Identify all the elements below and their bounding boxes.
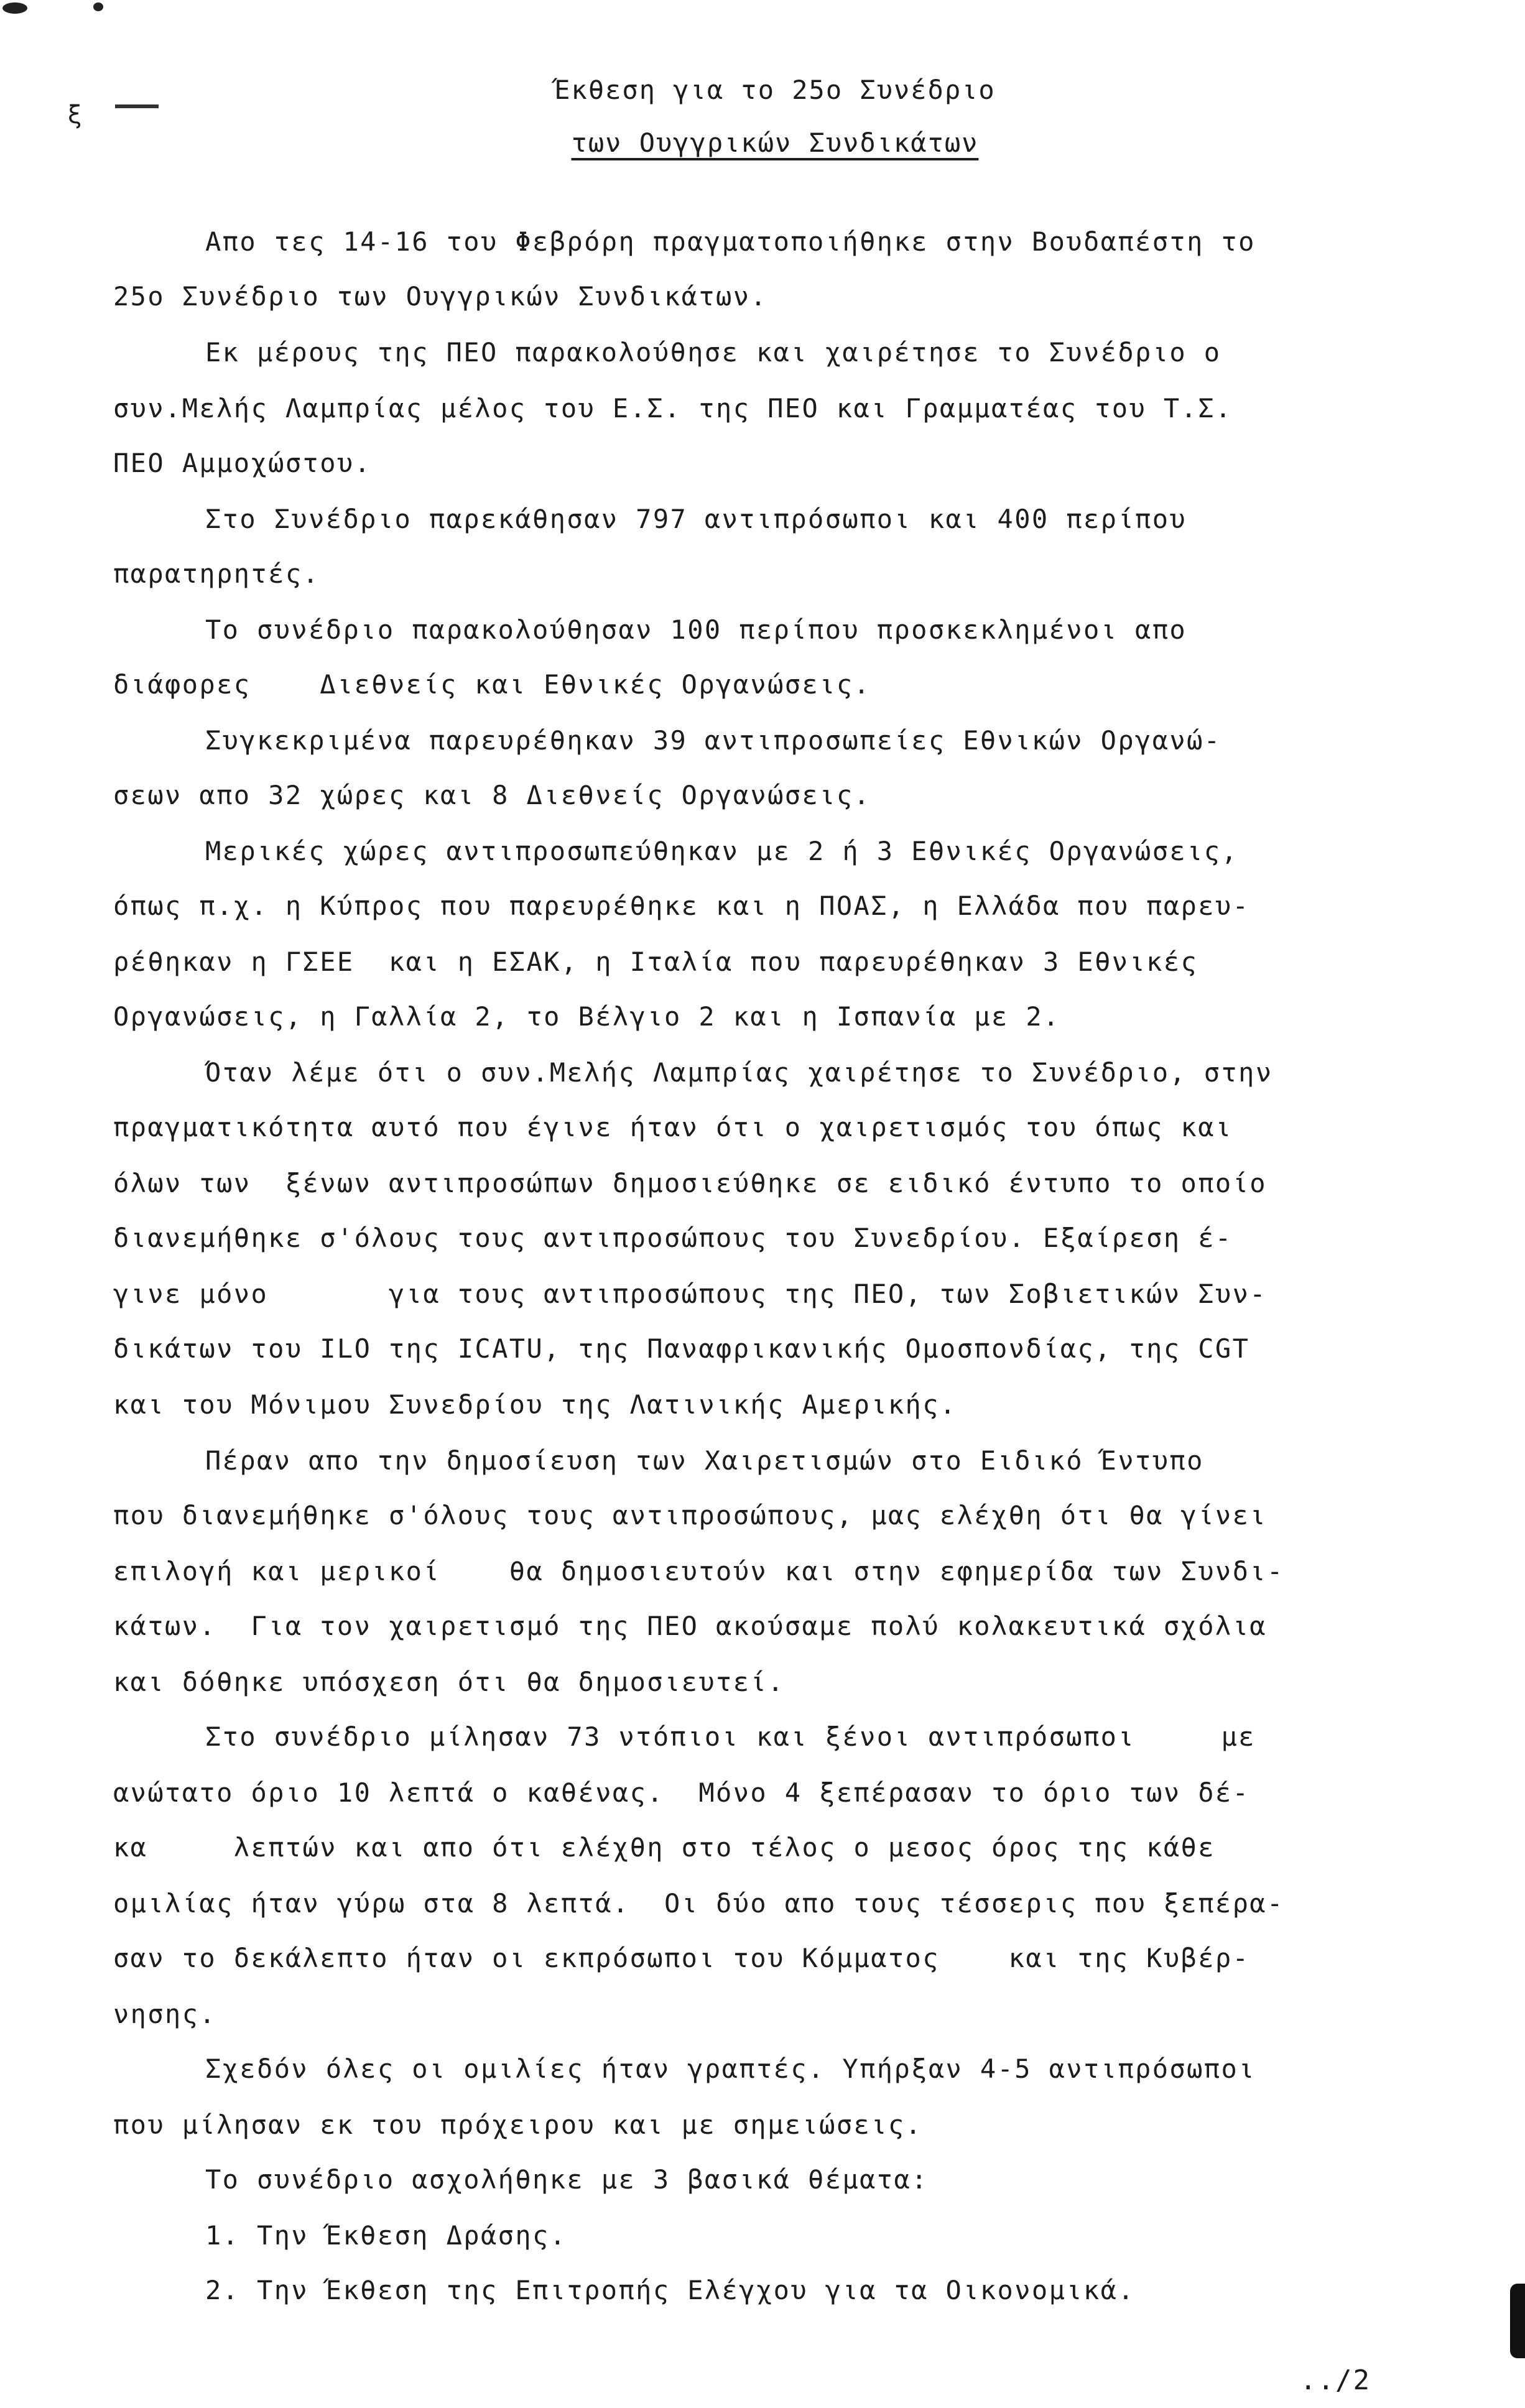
- text-line: Μερικές χώρες αντιπροσωπεύθηκαν με 2 ή 3 Εθνικές Οργανώσεις,: [205, 836, 1239, 866]
- text-line: δικάτων του ILO της ICATU, της Παναφρικανικής Ομοσπονδίας, της CGT: [113, 1333, 1250, 1364]
- scan-speck: [2, 2, 27, 14]
- scan-mark: ξ: [67, 101, 83, 129]
- text-line: Συγκεκριμένα παρευρέθηκαν 39 αντιπροσωπείες Εθνικών Οργανώ-: [205, 725, 1221, 756]
- text-line: παρατηρητές.: [113, 558, 320, 589]
- document-subtitle: των Ουγγρικών Συνδικάτων: [571, 127, 979, 158]
- text-line: ΠΕΟ Αμμοχώστου.: [113, 448, 372, 478]
- text-line: Οργανώσεις, η Γαλλία 2, το Βέλγιο 2 και η Ισπανία με 2.: [113, 1001, 1060, 1032]
- text-line: επιλογή και μερικοί θα δημοσιευτούν και στην εφημερίδα των Συνδι-: [113, 1556, 1284, 1586]
- text-line: νησης.: [113, 1999, 217, 2029]
- text-line: Το συνέδριο ασχολήθηκε με 3 βασικά θέματα:: [205, 2164, 929, 2195]
- text-line: διάφορες Διεθνείς και Εθνικές Οργανώσεις.: [113, 669, 871, 700]
- text-line: ομιλίας ήταν γύρω στα 8 λεπτά. Οι δύο απο τους τέσσερις που ξεπέρα-: [113, 1888, 1284, 1919]
- text-line: ανώτατο όριο 10 λεπτά ο καθένας. Μόνο 4 ξεπέρασαν το όριο των δέ-: [113, 1777, 1250, 1808]
- text-line: σεων απο 32 χώρες και 8 Διεθνείς Οργανώσεις.: [113, 780, 871, 810]
- text-line: Όταν λέμε ότι ο συν.Μελής Λαμπρίας χαιρέτησε το Συνέδριο, στην: [205, 1057, 1273, 1088]
- text-line: Στο Συνέδριο παρεκάθησαν 797 αντιπρόσωποι και 400 περίπου: [205, 504, 1187, 534]
- text-line: όπως π.χ. η Κύπρος που παρευρέθηκε και η ΠΟΑΣ, η Ελλάδα που παρευ-: [113, 891, 1250, 921]
- scan-speck: [93, 2, 103, 11]
- text-line: Εκ μέρους της ΠΕΟ παρακολούθησε και χαιρέτησε το Συνέδριο ο: [205, 337, 1221, 368]
- scan-edge-mark: [1510, 2284, 1525, 2358]
- text-line: 2. Την Έκθεση της Επιτροπής Ελέγχου για τα Οικονομικά.: [205, 2275, 1136, 2305]
- text-line: κα λεπτών και απο ότι ελέχθη στο τέλος ο μεσος όρος της κάθε: [113, 1832, 1215, 1863]
- text-line: γινε μόνο για τους αντιπροσώπους της ΠΕΟ, των Σοβιετικών Συν-: [113, 1279, 1267, 1309]
- text-line: διανεμήθηκε σ'όλους τους αντιπροσώπους του Συνεδρίου. Εξαίρεση έ-: [113, 1223, 1233, 1253]
- text-line: Σχεδόν όλες οι ομιλίες ήταν γραπτές. Υπήρξαν 4-5 αντιπρόσωποι: [205, 2054, 1256, 2084]
- text-line: συν.Μελής Λαμπρίας μέλος του Ε.Σ. της ΠΕΟ και Γραμματέας του Τ.Σ.: [113, 393, 1233, 424]
- page-number: ../2: [1300, 2364, 1371, 2396]
- text-line: 25ο Συνέδριο των Ουγγρικών Συνδικάτων.: [113, 281, 768, 312]
- document-title: Έκθεση για το 25ο Συνέδριο: [554, 75, 996, 105]
- text-line: κάτων. Για τον χαιρετισμό της ΠΕΟ ακούσαμε πολύ κολακευτικά σχόλια: [113, 1611, 1267, 1641]
- text-line: ρέθηκαν η ΓΣΕΕ και η ΕΣΑΚ, η Ιταλία που παρευρέθηκαν 3 Εθνικές: [113, 947, 1198, 977]
- text-line: πραγματικότητα αυτό που έγινε ήταν ότι ο χαιρετισμός του όπως και: [113, 1112, 1233, 1142]
- text-line: Το συνέδριο παρακολούθησαν 100 περίπου προσκεκλημένοι απο: [205, 614, 1187, 645]
- text-line: και δόθηκε υπόσχεση ότι θα δημοσιευτεί.: [113, 1667, 785, 1697]
- text-line: 1. Την Έκθεση Δράσης.: [205, 2220, 567, 2251]
- text-line: όλων των ξένων αντιπροσώπων δημοσιεύθηκε σε ειδικό έντυπο το οποίο: [113, 1168, 1267, 1198]
- text-line: Στο συνέδριο μίλησαν 73 ντόπιοι και ξένοι αντιπρόσωποι με: [205, 1721, 1256, 1752]
- text-line: σαν το δεκάλεπτο ήταν οι εκπρόσωποι του Κόμματος και της Κυβέρ-: [113, 1943, 1250, 1973]
- text-line: που διανεμήθηκε σ'όλους τους αντιπροσώπους, μας ελέχθη ότι θα γίνει: [113, 1500, 1267, 1530]
- text-line: και του Μόνιμου Συνεδρίου της Λατινικής Αμερικής.: [113, 1389, 957, 1420]
- text-line: Απο τες 14-16 του Φεβρόρη πραγματοποιήθηκε στην Βουδαπέστη το: [205, 226, 1256, 257]
- text-line: Πέραν απο την δημοσίευση των Χαιρετισμών στο Ειδικό Έντυπο: [205, 1445, 1204, 1476]
- text-line: που μίλησαν εκ του πρόχειρου και με σημειώσεις.: [113, 2109, 923, 2140]
